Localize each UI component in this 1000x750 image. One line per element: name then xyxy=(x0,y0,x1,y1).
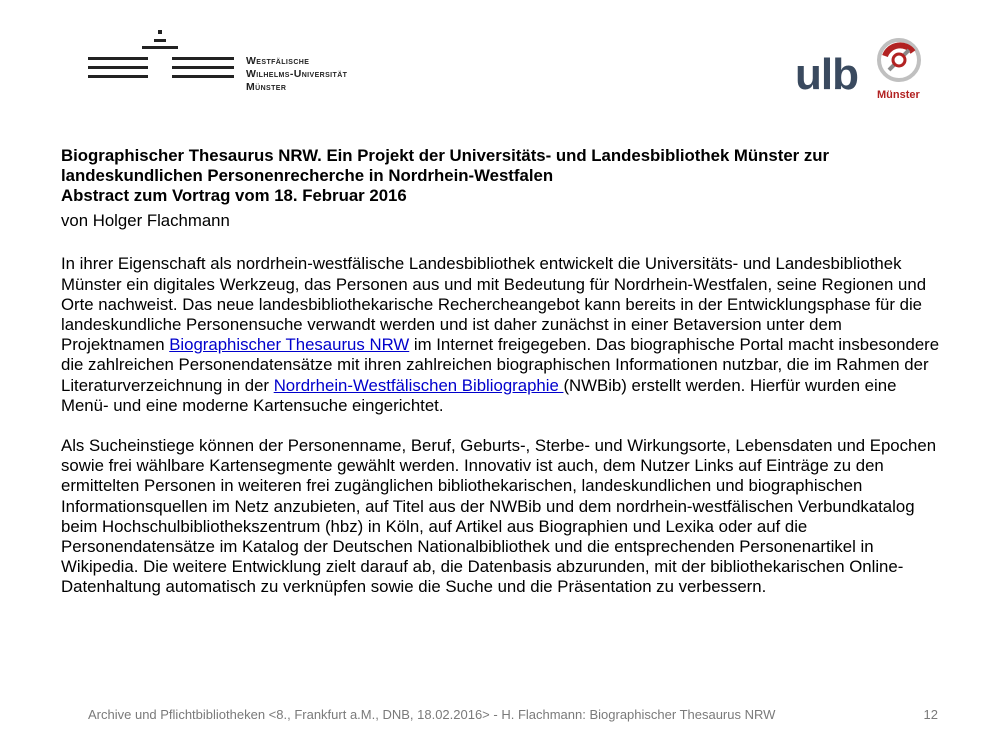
para1-text-b: im Internet freigegeben. Das biographische Portal macht insbesondere die zahlreichen Personendatensätze mit ihren zahlreichen biographischen Informationen nutzbar, die im Rahmen der Literaturverzeichnung in der xyxy=(61,335,940,395)
wwu-line-3: Münster xyxy=(246,81,287,93)
para1-text-a: In ihrer Eigenschaft als nordrhein-westfälische Landesbibliothek entwickelt die Universitäts- und Landesbibliothek Münster ein digitales Werkzeug, das Personen aus und mit Bedeutung für Nordrhein-Westfalen, seine Regionen und Orte nachweist. Das neue landesbibliothekarische Rechercheangebot kann bereits in der Entwicklungsphase für die landeskundliche Personensuche verwandt werden und ist daher zunächst in einer Betaversion unter dem Projektnamen xyxy=(61,254,927,355)
wwu-name xyxy=(246,55,347,94)
slide-title xyxy=(61,146,941,205)
ulb-emblem-icon xyxy=(875,36,923,84)
title-line-2: landeskundlichen Personenrecherche in Nordrhein-Westfalen xyxy=(61,165,554,185)
title-line-3: Abstract zum Vortrag vom 18. Februar 2016 xyxy=(61,185,407,205)
footer-text: Archive und Pflichtbibliotheken <8., Frankfurt a.M., DNB, 18.02.2016> - H. Flachmann: Biographischer Thesaurus NRW xyxy=(88,707,776,722)
wwu-logo xyxy=(86,30,386,100)
wwu-line-2: Wilhelms-Universität xyxy=(246,68,348,80)
author-line: von Holger Flachmann xyxy=(61,211,230,231)
title-line-1: Biographischer Thesaurus NRW. Ein Projekt der Universitäts- und Landesbibliothek Münster zur xyxy=(61,146,830,165)
wwu-emblem-icon xyxy=(86,30,236,100)
para1-text-c: (NWBib) erstellt werden. Hierfür wurden eine Menü- und eine moderne Kartensuche eingerichtet. xyxy=(61,375,897,415)
ulb-wordmark: ulb xyxy=(795,50,858,99)
link-biographischer-thesaurus[interactable]: Biographischer Thesaurus NRW xyxy=(169,335,410,355)
ulb-sublabel: Münster xyxy=(877,89,920,101)
slide-footer xyxy=(88,707,938,722)
wwu-line-1: Westfälische xyxy=(246,55,310,67)
link-nrw-bibliographie[interactable]: Nordrhein-Westfälischen Bibliographie xyxy=(273,375,564,395)
page-number: 12 xyxy=(923,707,938,722)
slide-content xyxy=(61,146,941,598)
ulb-logo xyxy=(795,36,925,106)
abstract-paragraph-1 xyxy=(61,254,941,416)
abstract-paragraph-2: Als Sucheinstiege können der Personenname, Beruf, Geburts-, Sterbe- und Wirkungsorte, Lebensdaten und Epochen sowie frei wählbare Kartensegmente gewählt werden. Innovativ ist auch, dem Nutzer Links auf Einträge zu den ermittelten Personen in weiteren frei zugänglichen bibliothekarischen, landeskundlichen und biographischen Informationsquellen im Netz anzubieten, auf Titel aus der NWBib und dem nordrhein-westfälischen Verbundkatalog beim Hochschulbibliothekszentrum (hbz) in Köln, auf Artikel aus Biographien und Lexika oder auf die Personendatensätze im Katalog der Deutschen Nationalbibliothek und die entsprechenden Personenartikel in Wikipedia. Die weitere Entwicklung zielt darauf ab, die Datenbasis abzurunden, mit der bibliothekarischen Online-Datenhaltung automatisch zu verknüpfen sowie die Suche und die Präsentation zu verbessern. xyxy=(61,436,937,597)
